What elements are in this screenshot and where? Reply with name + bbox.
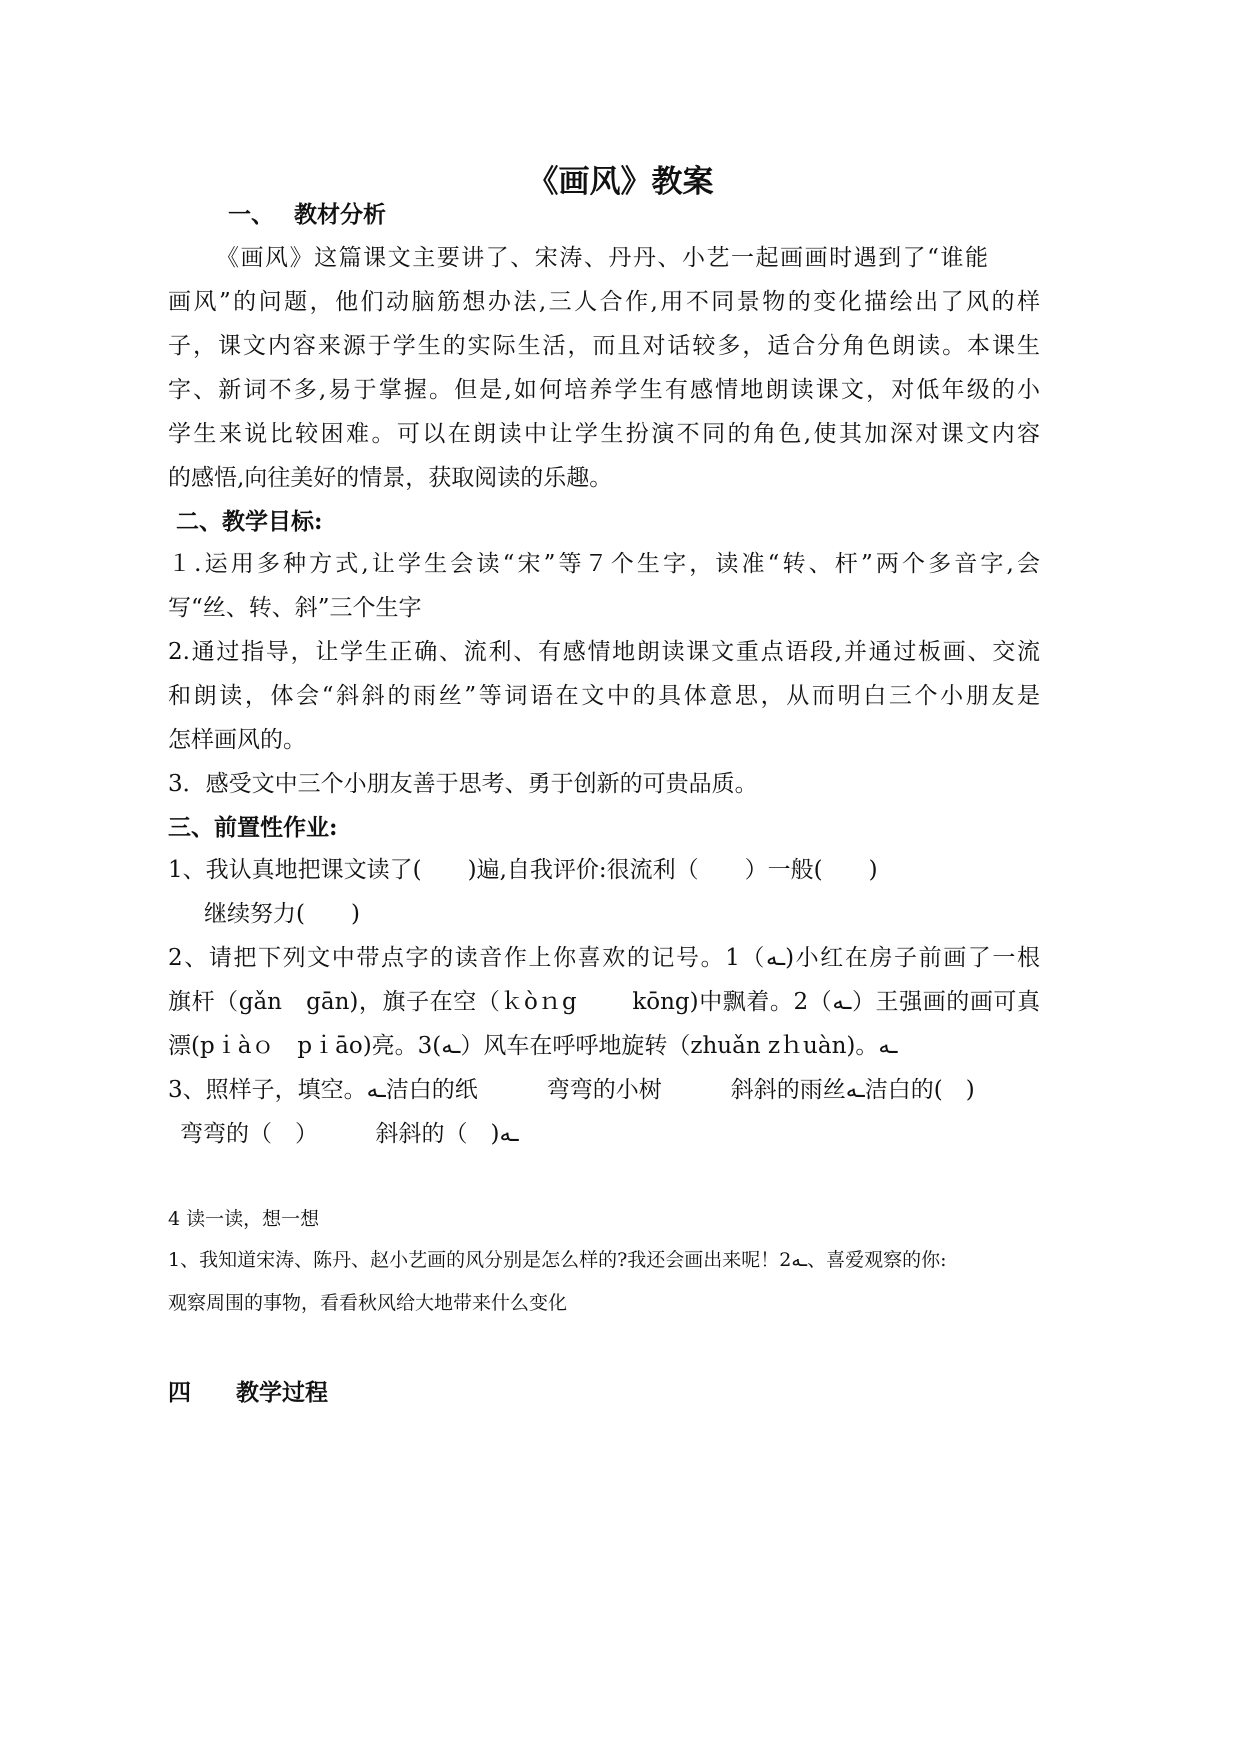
section3-heading: 三、前置性作业: [168,814,338,841]
section1-line: 子，课文内容来源于学生的实际生活，而且对话较多，适合分角色朗读。本课生 [168,333,1040,359]
objective-line: 和朗读，体会“斜斜的雨丝”等词语在文中的具体意思，从而明白三个小朋友是 [168,683,1040,709]
homework-item: 漂(pｉàｏ pｉāo)亮。3(ـه）风车在呼呼地旋转（zhuǎn zｈuàn)。ـه [168,1033,898,1059]
homework-item: 旗杆（gǎn gān)，旗子在空（ｋòｎg kōng)中飘着。2（ـه）王强画的画可真 [168,989,1041,1015]
section1-line: 字、新词不多,易于掌握。但是,如何培养学生有感情地朗读课文，对低年级的小 [168,377,1040,403]
section1-heading: 教材分析 [294,201,386,228]
read-think-heading: 4 读一读，想一想 [168,1208,320,1230]
homework-item: 2、请把下列文中带点字的读音作上你喜欢的记号。1（ـه)小红在房子前画了一根 [168,945,1040,971]
read-think-line: 1、我知道宋涛、陈丹、赵小艺画的风分别是怎么样的?我还会画出来呢！2ـه、喜爱观察的你: [168,1249,947,1271]
objective-line: 怎样画风的。 [168,727,306,753]
section1-line: 的感悟,向往美好的情景，获取阅读的乐趣。 [168,465,613,491]
homework-item: 1、我认真地把课文读了( )遍,自我评价:很流利（ ）一般( ) [168,857,878,883]
objective-line: 2.通过指导，让学生正确、流利、有感情地朗读课文重点语段,并通过板画、交流 [168,639,1040,665]
read-think-line: 观察周围的事物，看看秋风给大地带来什么变化 [168,1292,568,1314]
page-title: 《画风》教案 [527,164,714,200]
section1-line: 《画风》这篇课文主要讲了、宋涛、丹丹、小艺一起画画时遇到了“谁能 [216,245,988,271]
section2-heading: 二、教学目标: [176,508,323,535]
objective-line: 写“丝、转、斜”三个生字 [168,595,422,621]
section1-line: 学生来说比较困难。可以在朗读中让学生扮演不同的角色,使其加深对课文内容 [168,421,1040,447]
objective-line: １.运用多种方式,让学生会读“宋”等７个生字，读准“转、杆”两个多音字,会 [168,551,1040,577]
section4-number: 四 [168,1379,191,1406]
section1-number: 一、 [228,201,274,228]
section1-line: 画风”的问题，他们动脑筋想办法,三人合作,用不同景物的变化描绘出了风的样 [168,289,1040,315]
homework-item: 继续努力( ) [204,901,360,927]
section4-heading: 教学过程 [236,1379,328,1406]
objective-line: 3．感受文中三个小朋友善于思考、勇于创新的可贵品质。 [168,771,758,797]
homework-item: 3、照样子，填空。ـه洁白的纸 弯弯的小树 斜斜的雨丝ـه洁白的( ) [168,1077,975,1103]
homework-item: 弯弯的（ ） 斜斜的（ )ـه [180,1121,519,1147]
